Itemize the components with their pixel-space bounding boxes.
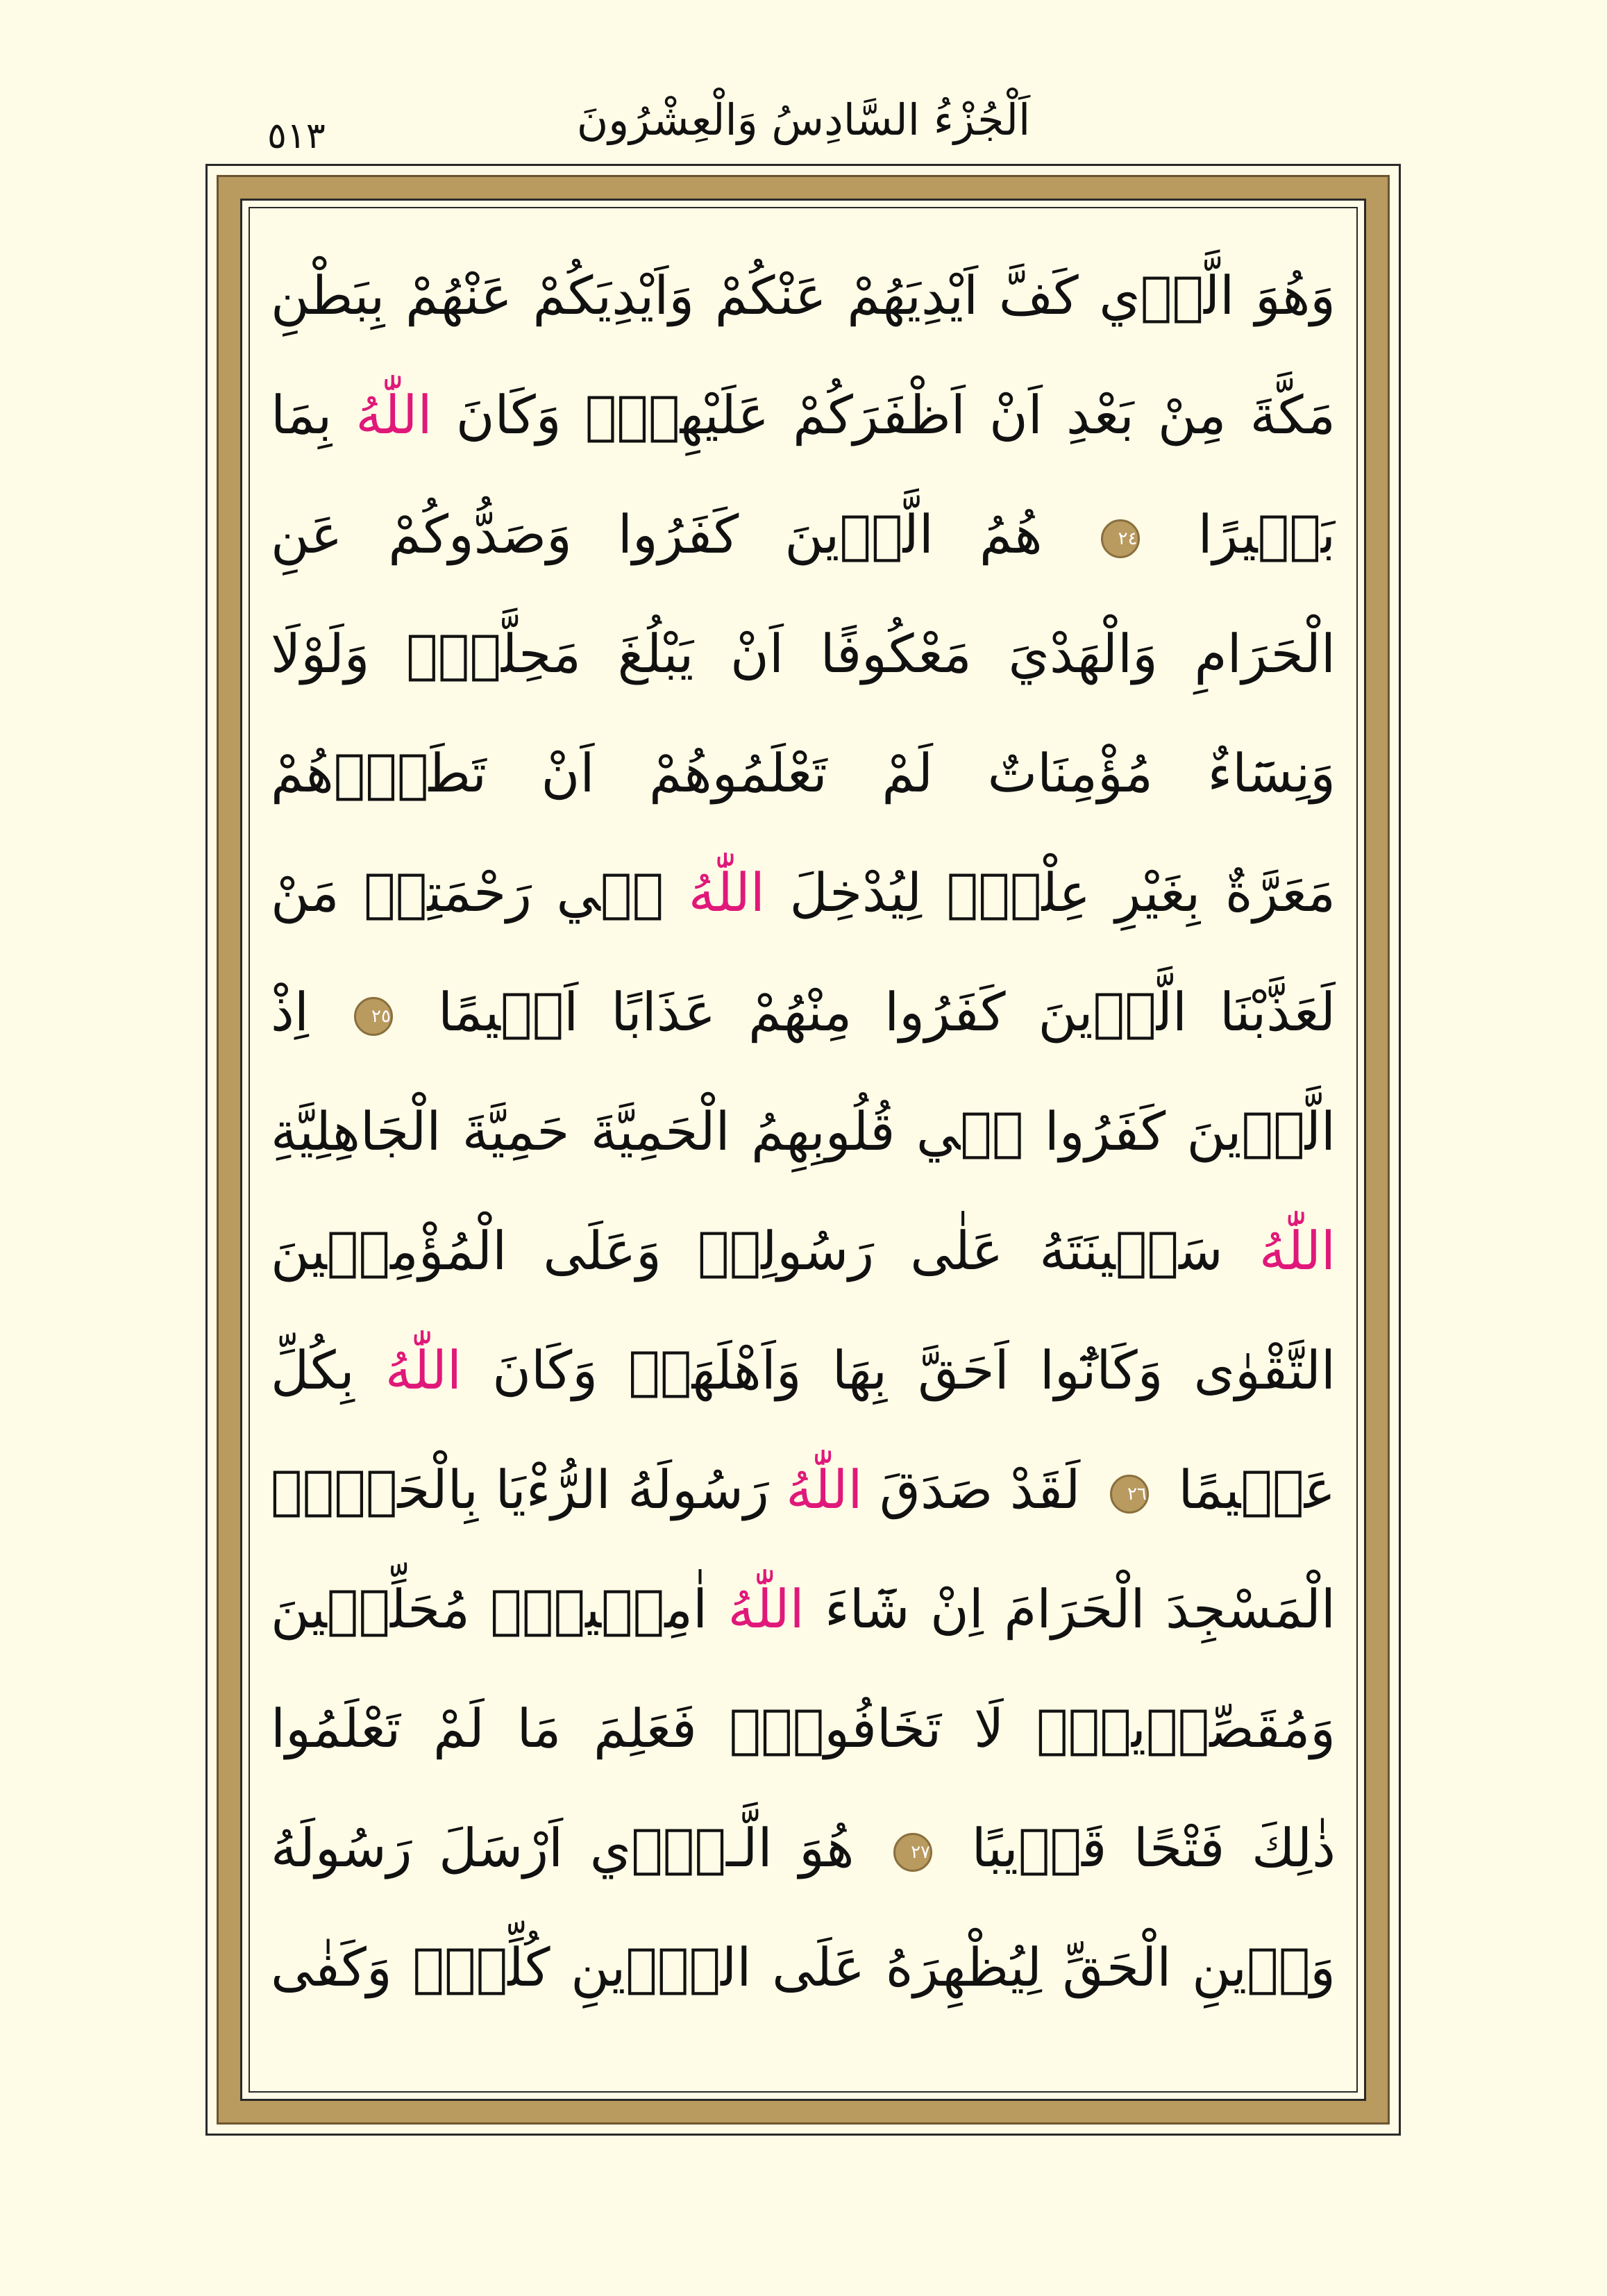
text-line [271, 475, 1336, 594]
text-line [271, 1788, 1336, 1908]
divine-name: اللّٰهُ [1259, 1220, 1336, 1282]
ayah-number-marker: ٢٧ [893, 1833, 932, 1872]
verse-text: الْحَرَامِ وَالْهَدْيَ مَعْكُوفًا اَنْ يَبْلُغَ مَحِلَّهُۜ وَلَوْلَا [271, 623, 1336, 685]
verse-text: مَكَّةَ مِنْ بَعْدِ اَنْ اَظْفَرَكُمْ عَلَيْهِمْۜ وَكَانَ [432, 384, 1336, 446]
verse-text: هُمُ الَّذ۪ينَ كَفَرُوا وَصَدُّوكُمْ عَنِ [271, 503, 1043, 565]
ayah-number-marker: ٢٦ [1110, 1475, 1149, 1514]
text-line [271, 714, 1336, 833]
text-line [271, 1908, 1336, 2027]
text-line [271, 236, 1336, 355]
verse-text: ذٰلِكَ فَتْحًا قَر۪يبًا [945, 1817, 1336, 1879]
divine-name: اللّٰهُ [727, 1578, 805, 1640]
verse-text: ف۪ي رَحْمَتِه۪ مَنْ [271, 862, 664, 923]
verse-text: الَّذ۪ينَ كَفَرُوا ف۪ي قُلُوبِهِمُ الْحَمِيَّةَ حَمِيَّةَ الْجَاهِلِيَّةِ [271, 1100, 1336, 1162]
verse-text: اٰمِن۪ينَۙ مُحَلِّق۪ينَ [271, 1578, 708, 1640]
divine-name: اللّٰهُ [786, 1459, 863, 1520]
text-line [271, 1430, 1336, 1550]
verse-text: وَمُقَصِّر۪ينَۙ لَا تَخَافُونَۜ فَعَلِمَ مَا لَمْ تَعْلَمُوا [271, 1698, 1336, 1759]
verse-text: سَك۪ينَتَهُ عَلٰى رَسُولِه۪ وَعَلَى الْمُؤْمِن۪ينَ [271, 1220, 1223, 1282]
verse-text: وَنِسَٓاءٌ مُؤْمِنَاتٌ لَمْ تَعْلَمُوهُمْ اَنْ تَطَؤُ۫هُمْ [271, 742, 1336, 804]
divine-name: اللّٰهُ [355, 384, 432, 446]
verse-text: التَّقْوٰى وَكَانُٓوا اَحَقَّ بِهَا وَاَهْلَهَاۜ وَكَانَ [462, 1339, 1336, 1401]
text-line [271, 355, 1336, 475]
verse-text: عَل۪يمًا [1161, 1459, 1336, 1520]
divine-name: اللّٰهُ [385, 1339, 462, 1401]
verse-text: رَسُولَهُ الرُّءْيَا بِالْحَقِّۚ [271, 1459, 769, 1520]
verse-text: بِكُلِّ [271, 1339, 355, 1401]
text-line [271, 1669, 1336, 1788]
verse-text: وَد۪ينِ الْحَقِّ لِيُظْهِرَهُ عَلَى الدّ۪ينِ كُلِّه۪ۜ وَكَفٰى [271, 1936, 1336, 1998]
ayah-number-marker: ٢٤ [1101, 519, 1140, 558]
verse-text: لَعَذَّبْنَا الَّذ۪ينَ كَفَرُوا مِنْهُمْ عَذَابًا اَل۪يمًا [405, 981, 1336, 1043]
verse-text: الْمَسْجِدَ الْحَرَامَ اِنْ شَٓاءَ [804, 1578, 1336, 1640]
ayah-number-marker: ٢٥ [354, 997, 393, 1036]
verse-text: لَقَدْ صَدَقَ [862, 1459, 1097, 1520]
text-line [271, 594, 1336, 714]
verse-text: مَعَرَّةٌ بِغَيْرِ عِلْمٍۚ لِيُدْخِلَ [764, 862, 1336, 923]
juz-title: اَلْجُزْءُ السَّادِسُ وَالْعِشْرُونَ [576, 94, 1031, 145]
verse-text: وَهُوَ الَّذ۪ي كَفَّ اَيْدِيَهُمْ عَنْكُمْ وَاَيْدِيَكُمْ عَنْهُمْ بِبَطْنِ [271, 265, 1336, 326]
text-line [271, 1311, 1336, 1430]
quran-text-block [271, 236, 1336, 2027]
page-number: ٥١٣ [267, 115, 326, 157]
text-line [271, 1550, 1336, 1669]
verse-text: بَص۪يرًا [1152, 503, 1336, 565]
divine-name: اللّٰهُ [688, 862, 765, 923]
text-line [271, 833, 1336, 953]
text-line [271, 1072, 1336, 1191]
verse-text: هُوَ الَّـذ۪ٓي اَرْسَلَ رَسُولَهُ [271, 1817, 855, 1879]
verse-text: بِمَا [271, 384, 333, 446]
text-line [271, 1191, 1336, 1311]
text-line [271, 953, 1336, 1072]
verse-text: اِذْ [271, 981, 309, 1043]
